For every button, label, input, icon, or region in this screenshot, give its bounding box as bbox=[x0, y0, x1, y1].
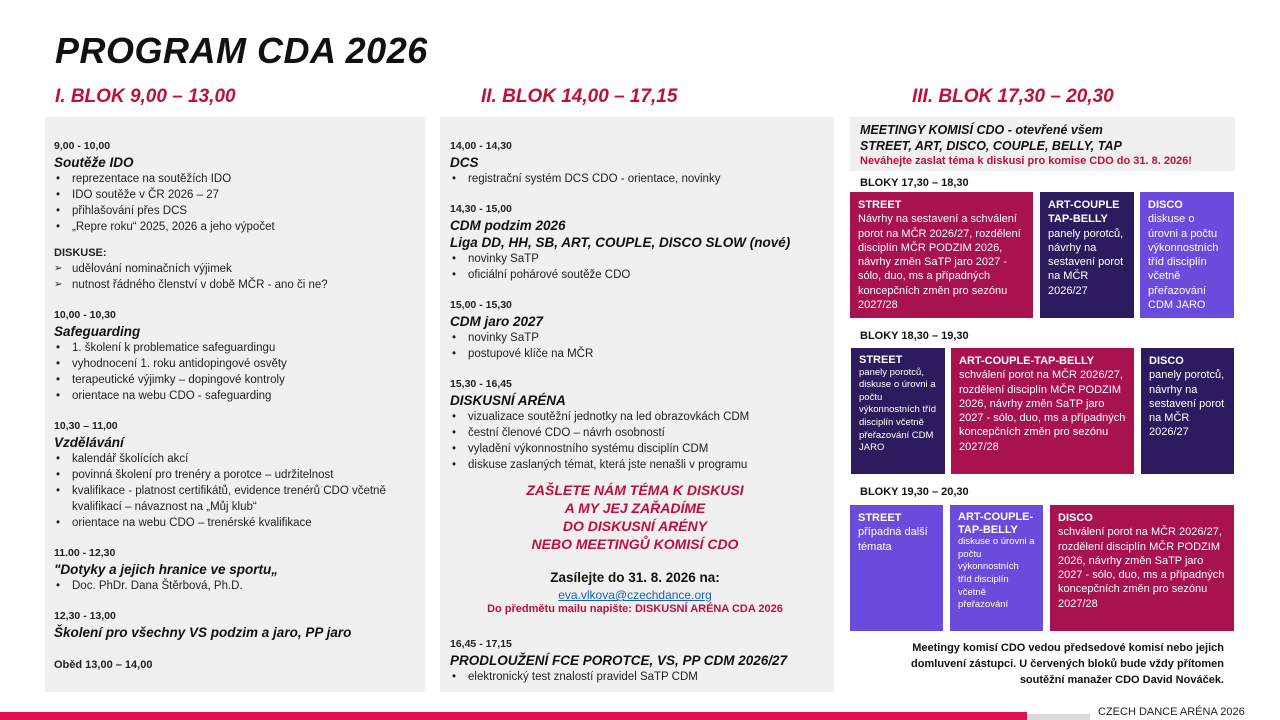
callout-line: A MY JEJ ZAŘADÍME bbox=[564, 500, 706, 516]
box-text: schválení porot na MČR 2026/27, rozdělení disciplín MČR PODZIM 2026, návrhy změn SaTP jaro 2027 - sólo, duo, ms a případných koncepčních změn pro sezónu 2027/28 bbox=[1058, 526, 1225, 610]
box-text: diskuse o úrovni a počtu výkonnostních tříd disciplín včetně přeřazování CDM JARO bbox=[1148, 213, 1219, 312]
session-time: 10,00 - 10,30 bbox=[54, 309, 116, 321]
session-heading: Soutěže IDO bbox=[54, 155, 134, 170]
meetings-note bbox=[850, 640, 1224, 688]
art-couple-box-2 bbox=[951, 348, 1134, 474]
box-title: STREET bbox=[858, 512, 902, 524]
box-title: ART-COUPLE TAP-BELLY bbox=[1048, 199, 1120, 226]
session-heading: Školení pro všechny VS podzim a jaro, PP jaro bbox=[54, 625, 352, 640]
page-title: PROGRAM CDA 2026 bbox=[55, 30, 428, 71]
box-text: panely porotců, diskuse o úrovni a počtu výkonnostních tříd disciplín včetně přeřazování CDM JARO bbox=[859, 366, 937, 454]
session-list bbox=[450, 171, 830, 187]
session-list bbox=[54, 578, 420, 594]
topic-callout bbox=[450, 481, 820, 553]
session-time: 15,00 - 15,30 bbox=[450, 299, 512, 311]
list-item: • Doc. PhDr. Dana Štěrbová, Ph.D. bbox=[54, 578, 420, 594]
art-couple-box-3 bbox=[950, 505, 1043, 631]
box-title: STREET bbox=[858, 199, 902, 211]
box-title: ART-COUPLE-TAP-BELLY bbox=[958, 511, 1034, 536]
box-title: DISCO bbox=[1058, 512, 1093, 524]
box-title: STREET bbox=[859, 354, 903, 366]
session-subheading: Liga DD, HH, SB, ART, COUPLE, DISCO SLOW (nové) bbox=[450, 235, 791, 250]
list-item: ➢ udělování nominačních výjimek bbox=[54, 261, 420, 277]
list-item: • elektronický test znalostí pravidel SaTP CDM bbox=[450, 669, 830, 685]
list-item: • oficiální pohárové soutěže CDO bbox=[450, 267, 830, 283]
list-item: • vyladění výkonnostního systému disciplín CDM bbox=[450, 441, 830, 457]
art-couple-box-1 bbox=[1040, 192, 1134, 318]
session-heading: DCS bbox=[450, 155, 479, 170]
session-heading: Vzdělávání bbox=[54, 435, 124, 450]
street-box-3 bbox=[850, 505, 943, 631]
footer-grey-bar bbox=[1027, 714, 1090, 720]
list-item: • „Repre roku“ 2025, 2026 a jeho výpočet bbox=[54, 219, 420, 235]
session-list bbox=[450, 409, 830, 473]
session-heading: CDM jaro 2027 bbox=[450, 314, 544, 329]
session-list bbox=[54, 340, 420, 404]
list-item: • vyhodnocení 1. roku antidopingové osvěty bbox=[54, 356, 420, 372]
session-list bbox=[450, 251, 830, 283]
block-3-heading: III. BLOK 17,30 – 20,30 bbox=[912, 86, 1114, 107]
session-list bbox=[54, 171, 420, 235]
session-heading: "Dotyky a jejich hranice ve sportu„ bbox=[54, 562, 278, 577]
box-text: diskuse o úrovni a počtu výkonnostních tříd disciplín včetně přeřazování bbox=[958, 536, 1035, 611]
meetings-header bbox=[860, 123, 1230, 170]
session-list bbox=[450, 669, 830, 685]
box-text: Návrhy na sestavení a schválení porot na MČR 2026/27, rozdělení disciplín MČR PODZIM 2026, návrhy změn SaTP jaro 2027 - sólo, duo, ms a případných koncepčních změn pro sezónu 2027/28 bbox=[858, 213, 1021, 312]
slot-label: BLOKY 17,30 – 18,30 bbox=[860, 177, 969, 189]
email-link[interactable]: eva.vlkova@czechdance.org bbox=[558, 588, 712, 602]
session-heading: Safeguarding bbox=[54, 324, 141, 339]
note-line: Meetingy komisí CDO vedou předsedové komisí nebo jejich bbox=[912, 642, 1224, 654]
list-item: • kalendář školících akcí bbox=[54, 451, 420, 467]
block-1-heading: I. BLOK 9,00 – 13,00 bbox=[55, 86, 236, 107]
list-item: • terapeutické výjimky – dopingové kontroly bbox=[54, 372, 420, 388]
session-list bbox=[54, 451, 420, 531]
list-item: • 1. školení k problematice safeguardingu bbox=[54, 340, 420, 356]
callout-line: ZAŠLETE NÁM TÉMA K DISKUSI bbox=[526, 482, 744, 498]
box-text: schválení porot na MČR 2026/27, rozdělení disciplín MČR PODZIM 2026, návrhy změn SaTP jaro 2027 - sólo, duo, ms a případných koncepčních změn pro sezónu 2027/28 bbox=[959, 369, 1126, 453]
list-item: • orientace na webu CDO - safeguarding bbox=[54, 388, 420, 404]
slot-label: BLOKY 18,30 – 19,30 bbox=[860, 330, 969, 342]
list-item: • orientace na webu CDO – trenérské kvalifikace bbox=[54, 515, 420, 531]
note-line: domluvení zástupci. U červených bloků bude vždy přítomen bbox=[911, 658, 1224, 670]
list-item: • novinky SaTP bbox=[450, 330, 830, 346]
list-item: • diskuse zaslaných témat, která jste nenašli v programu bbox=[450, 457, 830, 473]
session-time: 14,00 - 14,30 bbox=[450, 140, 512, 152]
session-list bbox=[450, 330, 830, 362]
meetings-deadline: Neváhejte zaslat téma k diskusi pro komise CDO do 31. 8. 2026! bbox=[860, 155, 1192, 167]
session-heading: PRODLOUŽENÍ FCE POROTCE, VS, PP CDM 2026/27 bbox=[450, 653, 788, 668]
block-2-final-session bbox=[450, 636, 830, 685]
footer-label: CZECH DANCE ARÉNA 2026 bbox=[1098, 706, 1245, 718]
box-title: DISCO bbox=[1148, 199, 1183, 211]
box-title: ART-COUPLE-TAP-BELLY bbox=[959, 355, 1095, 367]
list-item: • novinky SaTP bbox=[450, 251, 830, 267]
block-2-heading: II. BLOK 14,00 – 17,15 bbox=[481, 86, 678, 107]
street-box-1 bbox=[850, 192, 1033, 318]
list-item: • čestní členové CDO – návrh osobností bbox=[450, 425, 830, 441]
list-item: • povinná školení pro trenéry a porotce – udržitelnost bbox=[54, 467, 420, 483]
email-subject-note: Do předmětu mailu napište: DISKUSNÍ ARÉNA CDA 2026 bbox=[487, 603, 783, 615]
list-item: • IDO soutěže v ČR 2026 – 27 bbox=[54, 187, 420, 203]
box-text: případná další témata bbox=[858, 526, 928, 553]
send-deadline: Zasílejte do 31. 8. 2026 na: bbox=[550, 570, 720, 585]
discussion-label: DISKUSE: bbox=[54, 247, 107, 259]
discussion-list bbox=[54, 261, 420, 293]
list-item: • přihlašování přes DCS bbox=[54, 203, 420, 219]
disco-box-3 bbox=[1050, 505, 1234, 631]
session-time: 10,30 – 11,00 bbox=[54, 420, 118, 432]
box-title: DISCO bbox=[1149, 355, 1184, 367]
callout-line: DO DISKUSNÍ ARÉNY bbox=[562, 518, 708, 534]
list-item: ➢ nutnost řádného členství v době MČR - ano či ne? bbox=[54, 277, 420, 293]
block-1-content bbox=[54, 138, 420, 673]
disco-box-2 bbox=[1141, 348, 1234, 474]
slot-label: BLOKY 19,30 – 20,30 bbox=[860, 486, 969, 498]
meetings-disciplines: STREET, ART, DISCO, COUPLE, BELLY, TAP bbox=[860, 138, 1122, 153]
box-text: panely porotců, návrhy na sestavení porot na MČR 2026/27 bbox=[1048, 227, 1124, 297]
list-item: • reprezentace na soutěžích IDO bbox=[54, 171, 420, 187]
lunch-note: Oběd 13,00 – 14,00 bbox=[54, 659, 153, 671]
session-time: 15,30 - 16,45 bbox=[450, 378, 512, 390]
note-line: soutěžní manažer CDO David Nováček. bbox=[1019, 674, 1224, 686]
session-time: 16,45 - 17,15 bbox=[450, 638, 512, 650]
list-item: • vizualizace soutěžní jednotky na led obrazovkách CDM bbox=[450, 409, 830, 425]
block-2-content bbox=[450, 138, 830, 473]
meetings-title: MEETINGY KOMISÍ CDO - otevřené všem bbox=[860, 123, 1103, 137]
session-time: 12,30 - 13,00 bbox=[54, 610, 116, 622]
session-time: 11.00 - 12,30 bbox=[54, 547, 116, 559]
disco-box-1 bbox=[1140, 192, 1234, 318]
list-item: • postupové klíče na MČR bbox=[450, 346, 830, 362]
box-text: panely porotců, návrhy na sestavení porot na MČR 2026/27 bbox=[1149, 369, 1225, 439]
session-time: 9,00 - 10,00 bbox=[54, 140, 111, 152]
session-time: 14,30 - 15,00 bbox=[450, 203, 512, 215]
footer-red-bar bbox=[0, 712, 1027, 720]
callout-line: NEBO MEETINGŮ KOMISÍ CDO bbox=[531, 536, 739, 552]
session-heading: CDM podzim 2026 bbox=[450, 218, 566, 233]
list-item: • kvalifikace - platnost certifikátů, evidence trenérů CDO včetně kvalifikací – návaznost na „Můj klub“ bbox=[54, 483, 420, 515]
session-heading: DISKUSNÍ ARÉNA bbox=[450, 393, 566, 408]
list-item: • registrační systém DCS CDO - orientace, novinky bbox=[450, 171, 830, 187]
street-box-2 bbox=[851, 348, 945, 474]
